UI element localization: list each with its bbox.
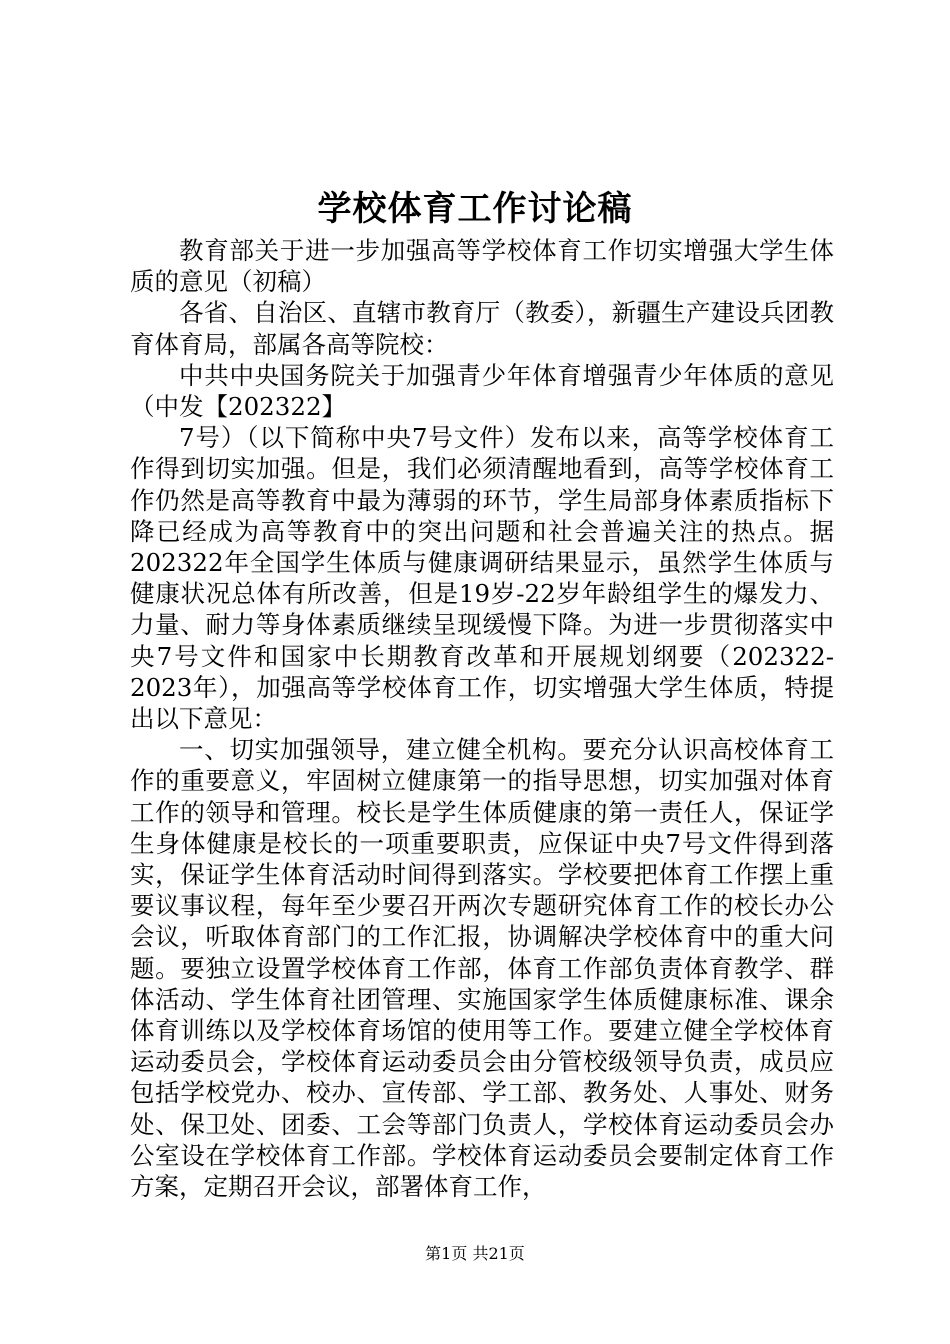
- paragraph-addressees: 各省、自治区、直辖市教育厅（教委），新疆生产建设兵团教育体育局，部属各高等院校：: [130, 298, 834, 359]
- page-number-footer: 第1页 共21页: [425, 1244, 525, 1263]
- paragraph-opinion-title: 教育部关于进一步加强高等学校体育工作切实增强大学生体质的意见（初稿）: [130, 236, 834, 297]
- paragraph-section-one: 一、切实加强领导，建立健全机构。要充分认识高校体育工作的重要意义，牢固树立健康第一的指导思想，切实加强对体育工作的领导和管理。校长是学生体质健康的第一责任人，保证学生身体健康是校长的一项重要职责，应保证中央7号文件得到落实，保证学生体育活动时间得到落实。学校要把体育工作摆上重要议事议程，每年至少要召开两次专题研究体育工作的校长办公会议，听取体育部门的工作汇报，协调解决学校体育中的重大问题。要独立设置学校体育工作部，体育工作部负责体育教学、群体活动、学生体育社团管理、实施国家学生体质健康标准、课余体育训练以及学校体育场馆的使用等工作。要建立健全学校体育运动委员会，学校体育运动委员会由分管校级领导负责，成员应包括学校党办、校办、宣传部、学工部、教务处、人事处、财务处、保卫处、团委、工会等部门负责人，学校体育运动委员会办公室设在学校体育工作部。学校体育运动委员会要制定体育工作方案，定期召开会议，部署体育工作，: [130, 735, 834, 1202]
- document-body: [130, 235, 834, 1202]
- paragraph-reference: 中共中央国务院关于加强青少年体育增强青少年体质的意见（中发【202322】: [130, 360, 834, 422]
- paragraph-background: 7号）（以下简称中央7号文件）发布以来，高等学校体育工作得到切实加强。但是，我们必须清醒地看到，高等学校体育工作仍然是高等教育中最为薄弱的环节，学生局部身体素质指标下降已经成为高等教育中的突出问题和社会普遍关注的热点。据202322年全国学生体质与健康调研结果显示，虽然学生体质与健康状况总体有所改善，但是19岁-22岁年龄组学生的爆发力、力量、耐力等身体素质继续呈现缓慢下降。为进一步贯彻落实中央7号文件和国家中长期教育改革和开展规划纲要（202322-2023年），加强高等学校体育工作，切实增强大学生体质，特提出以下意见：: [130, 423, 834, 734]
- document-title: 学校体育工作讨论稿: [317, 189, 633, 229]
